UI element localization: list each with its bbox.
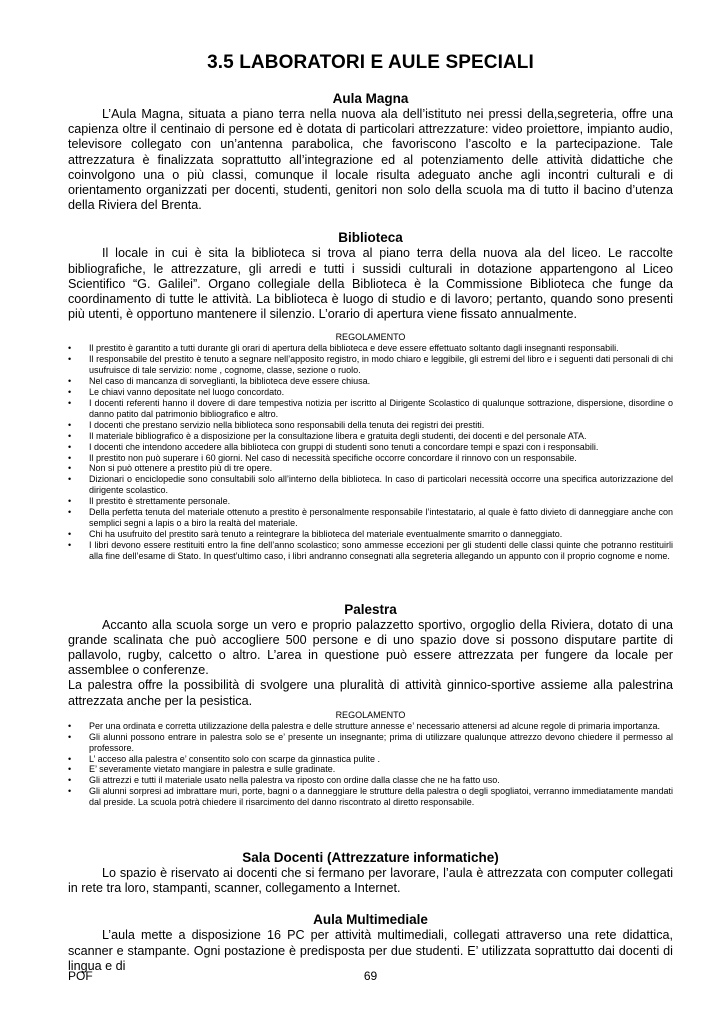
- palestra-heading: Palestra: [344, 601, 397, 617]
- rule-item: • Chi ha usufruito del prestito sarà tenuto a reintegrare la biblioteca del materiale eventualmente smarrito o danneggiato.: [68, 529, 673, 540]
- biblioteca-text: Il locale in cui è sita la biblioteca si trova al piano terra della nuova ala del liceo. Le raccolte bibliografiche, le attrezzature, gli arredi e tutti i sussidi culturali in dotazione appartengono al Liceo Scientifico “G. Galilei”. Organo collegiale della Biblioteca è la Commissione Biblioteca che funge da coordinamento di tutte le attività. La biblioteca è luogo di studio e di lavoro; pertanto, quando sono presenti più utenti, è opportuno mantenere il silenzio. L’orario di apertura viene fissato annualmente.: [68, 246, 673, 322]
- sala-docenti-heading: Sala Docenti (Attrezzature informatiche): [242, 850, 499, 866]
- palestra-rules-list: [68, 721, 673, 808]
- footer-label: POF: [68, 969, 93, 983]
- palestra-text-1: Accanto alla scuola sorge un vero e proprio palazzetto sportivo, orgoglio della Riviera, dotato di una grande scalinata che può accogliere 500 persone e di uno spazio dove si possono disputare partite di pallavolo, rugby, calcetto o altro. L’area in questione può essere attrezzata per fungere da locale per assemblee o conferenze.: [68, 617, 673, 678]
- rule-item: • Dizionari o enciclopedie sono consultabili solo all’interno della biblioteca. In caso di particolari necessità occorre una specifica autorizzazione del dirigente scolastico.: [68, 474, 673, 496]
- rule-item: • I docenti che prestano servizio nella biblioteca sono responsabili della tenuta dei registri dei prestiti.: [68, 420, 673, 431]
- palestra-text-2: La palestra offre la possibilità di svolgere una pluralità di attività ginnico-sportive assieme alla palestrina attrezzata anche per la pesistica.: [68, 678, 673, 708]
- rule-item: • Nel caso di mancanza di sorveglianti, la biblioteca deve essere chiusa.: [68, 376, 673, 387]
- rule-item: • Il materiale bibliografico è a disposizione per la consultazione libera e gratuita degli studenti, dei docenti e del personale ATA.: [68, 431, 673, 442]
- rule-item: • Il prestito è garantito a tutti durante gli orari di apertura della biblioteca e deve essere effettuato soltanto dagli insegnanti responsabili.: [68, 343, 673, 354]
- aula-magna-text: L’Aula Magna, situata a piano terra nella nuova ala dell’istituto nei pressi della,segreteria, offre una capienza oltre il centinaio di persone ed è dotata di particolari attrezzature: video proiettore, impianto audio, televisore collegato con un’antenna parabolica, che favoriscono l’ascolto e la partecipazione. Tale attrezzatura è finalizzata soprattutto all’integrazione ed al potenziamento delle attività didattiche che coinvolgono una o più classi, comunque il locale risulta adeguato anche agli incontri culturali e di orientamento organizzati per docenti, studenti, genitori non solo della scuola ma di tutto il bacino d’utenza della Riviera del Brenta.: [68, 107, 673, 213]
- rule-item: • I docenti che intendono accedere alla biblioteca con gruppi di studenti sono tenuti a concordare tempi e spazi con i responsabili.: [68, 442, 673, 453]
- biblioteca-rules-list: [68, 343, 673, 561]
- rule-item: • E’ severamente vietato mangiare in palestra e sulle gradinate.: [68, 764, 673, 775]
- sala-docenti-text: Lo spazio è riservato ai docenti che si fermano per lavorare, l’aula è attrezzata con computer collegati in rete tra loro, stampanti, scanner, collegamento a Internet.: [68, 866, 673, 896]
- page-number: 69: [363, 969, 378, 983]
- rule-item: • Gli alunni sorpresi ad imbrattare muri, porte, bagni o a danneggiare le strutture della palestra o degli spogliatoi, verranno immediatamente mandati dal preside. La scuola potrà chiedere il risarcimento del danno riscontrato al diretto responsabile.: [68, 786, 673, 808]
- document-page: [68, 48, 673, 974]
- rule-item: • L’ acceso alla palestra e’ consentito solo con scarpe da ginnastica pulite .: [68, 754, 673, 765]
- palestra-regolamento-title: REGOLAMENTO: [335, 709, 406, 720]
- rule-item: • I docenti referenti hanno il dovere di dare tempestiva notizia per iscritto al Dirigente Scolastico di qualunque sottrazione, dispersione, disordine o danno patito dal patrimonio bibliografico e altro.: [68, 398, 673, 420]
- rule-item: • Il prestito non può superare i 60 giorni. Nel caso di necessità specifiche occorre concordare il rinnovo con un responsabile.: [68, 453, 673, 464]
- rule-item: • I libri devono essere restituiti entro la fine dell’anno scolastico; sono ammesse eccezioni per gli studenti delle classi quinte che potranno restituirli alla fine dell’esame di Stato. In quest’ultimo caso, i libri andranno consegnati alla segreteria allegando un appunto con il proprio cognome e nome.: [68, 540, 673, 562]
- rule-item: • Gli attrezzi e tutti il materiale usato nella palestra va riposto con ordine dalla classe che ne ha fatto uso.: [68, 775, 673, 786]
- aula-multimediale-text: L’aula mette a disposizione 16 PC per attività multimediali, collegati attraverso una rete didattica, scanner e stampante. Ogni postazione è predisposta per due studenti. E’ utilizzata soprattutto dai docenti di lingua e di: [68, 928, 673, 973]
- page-title: 3.5 LABORATORI E AULE SPECIALI: [207, 52, 534, 73]
- rule-item: • Gli alunni possono entrare in palestra solo se e’ presente un insegnante; prima di utilizzare qualunque attrezzo devono chiedere il permesso al professore.: [68, 732, 673, 754]
- rule-item: • Il prestito è strettamente personale.: [68, 496, 673, 507]
- rule-item: • Il responsabile del prestito è tenuto a segnare nell’apposito registro, in modo chiaro e leggibile, gli estremi del libro e i seguenti dati personali di chi usufruisce di tale servizio: nome , cognome, classe, sezione o ruolo.: [68, 354, 673, 376]
- biblioteca-regolamento-title: REGOLAMENTO: [335, 332, 406, 343]
- rule-item: • Non si può ottenere a prestito più di tre opere.: [68, 463, 673, 474]
- rule-item: • Le chiavi vanno depositate nel luogo concordato.: [68, 387, 673, 398]
- rule-item: • Della perfetta tenuta del materiale ottenuto a prestito è personalmente responsabile l’intestatario, al quale è fatto divieto di danneggiare anche con semplici segni a lapis o a biro la realtà del materiale.: [68, 507, 673, 529]
- biblioteca-heading: Biblioteca: [338, 230, 403, 246]
- aula-multimediale-heading: Aula Multimediale: [313, 912, 428, 928]
- aula-magna-heading: Aula Magna: [332, 91, 409, 106]
- rule-item: • Per una ordinata e corretta utilizzazione della palestra e delle strutture annesse e’ necessario attenersi ad alcune regole di primaria importanza.: [68, 721, 673, 732]
